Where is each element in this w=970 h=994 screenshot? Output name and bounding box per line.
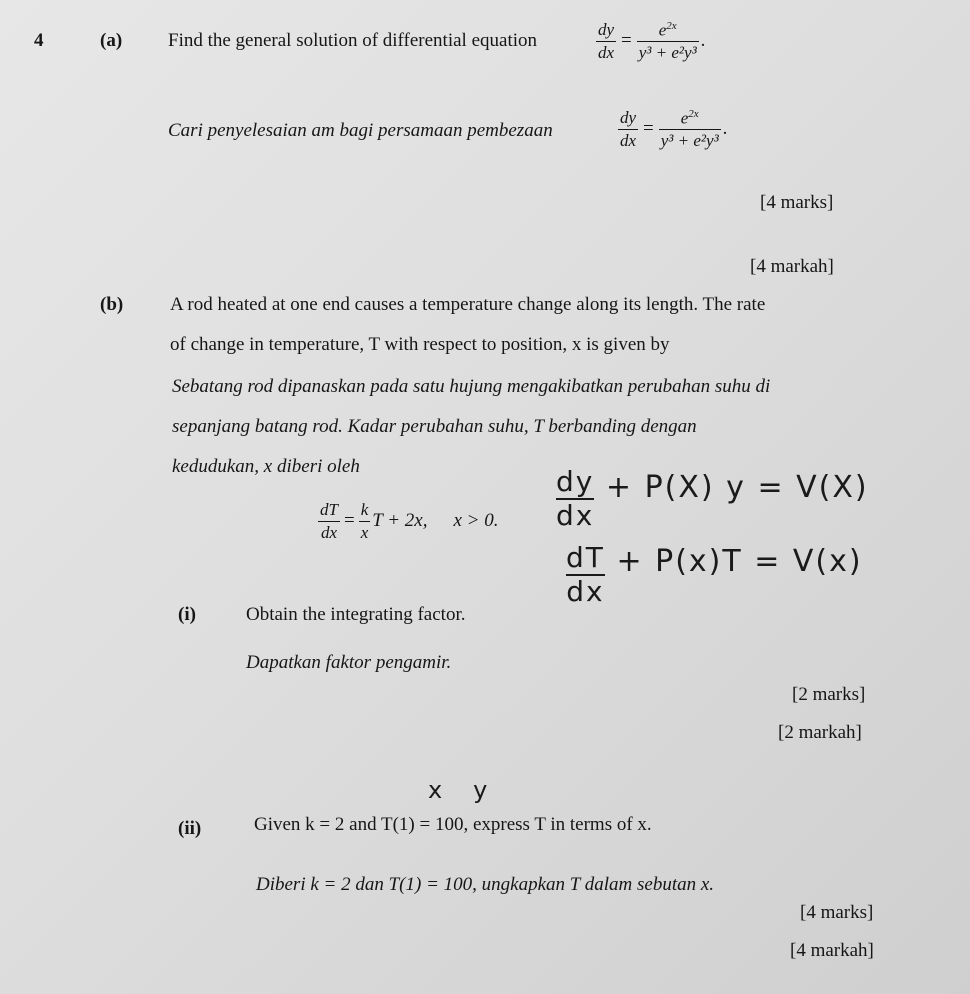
part-b-equation: $\frac{dT}{dx}$ = $\frac{k}{x}$ T + 2x, x > 0. bbox=[320, 500, 499, 542]
part-b-malay-1: Sebatang rod dipanaskan pada satu hujung mengakibatkan perubahan suhu di bbox=[172, 376, 771, 397]
part-b-english-1: A rod heated at one end causes a temperature change along its length. The rate bbox=[170, 294, 766, 315]
part-b-english-2: of change in temperature, T with respect to position, x is given by bbox=[170, 334, 670, 355]
rhs-fraction: $\frac{e^{2x}}{\text{y³ + e²y³}}$ bbox=[638, 20, 697, 63]
sub-i-marks-en: [2 marks] bbox=[792, 684, 866, 705]
part-a-equation-ms: $\frac{dy}{dx}$ = $\frac{e^{2x}}{\text{y³ + e²y³}}$ . bbox=[620, 108, 728, 151]
sub-ii-marks-en: [4 marks] bbox=[800, 902, 874, 923]
handwritten-x-y: x y bbox=[428, 776, 490, 804]
dy-dx-fraction: $\frac{dy}{dx}$ bbox=[598, 20, 615, 62]
part-a-malay: Cari penyelesaian am bagi persamaan pembezaan bbox=[168, 120, 553, 141]
part-a-label: (a) bbox=[100, 30, 123, 51]
sub-i-label: (i) bbox=[178, 604, 196, 625]
part-a-english: Find the general solution of differential equation bbox=[168, 30, 537, 51]
sub-i-english: Obtain the integrating factor. bbox=[246, 604, 466, 625]
sub-i-marks-ms: [2 markah] bbox=[778, 722, 862, 743]
sub-ii-malay: Diberi k = 2 dan T(1) = 100, ungkapkan T dalam sebutan x. bbox=[256, 874, 715, 895]
part-b-label: (b) bbox=[100, 294, 124, 315]
handwritten-line-1: $\frac{dy}{dx}$ + P(X) y = V(X) bbox=[556, 465, 869, 532]
part-a-equation-en: $\frac{dy}{dx}$ = $\frac{e^{2x}}{\text{y³ + e²y³}}$ . bbox=[598, 20, 706, 63]
sub-ii-english: Given k = 2 and T(1) = 100, express T in terms of x. bbox=[254, 814, 652, 835]
part-b-malay-2: sepanjang batang rod. Kadar perubahan suhu, T berbanding dengan bbox=[172, 416, 697, 437]
part-b-malay-3: kedudukan, x diberi oleh bbox=[172, 456, 360, 477]
sub-i-malay: Dapatkan faktor pengamir. bbox=[246, 652, 452, 673]
sub-ii-label: (ii) bbox=[178, 818, 202, 839]
sub-ii-marks-ms: [4 markah] bbox=[790, 940, 874, 961]
question-number: 4 bbox=[34, 30, 44, 51]
part-a-marks-ms: [4 markah] bbox=[750, 256, 834, 277]
part-a-marks-en: [4 marks] bbox=[760, 192, 834, 213]
handwritten-line-2: $\frac{dT}{dx}$ + P(x)T = V(x) bbox=[566, 541, 863, 608]
